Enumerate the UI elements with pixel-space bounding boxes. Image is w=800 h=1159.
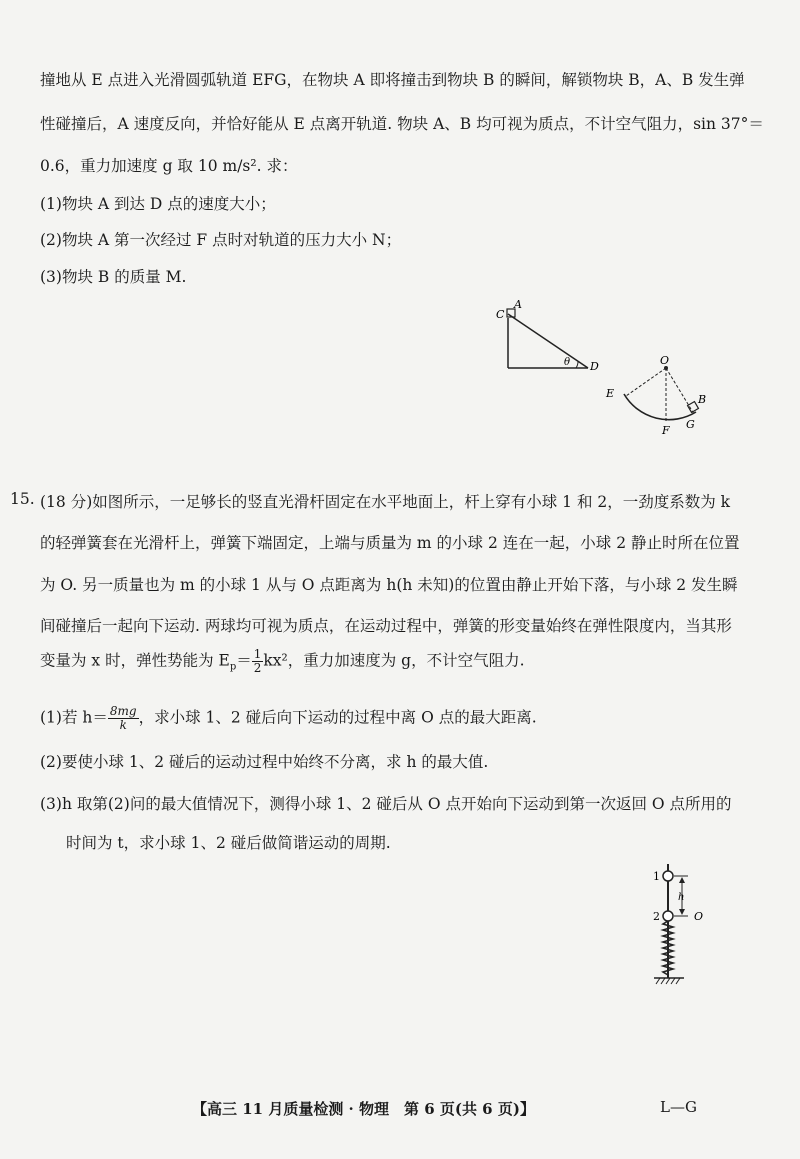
label-a: A [514,298,522,311]
figure-14-diagram [490,296,720,436]
label-g: G [686,418,695,431]
p15-equals: ＝ [236,651,252,670]
p15-question-3-cont: 时间为 t，求小球 1、2 碰后做简谐运动的周期. [66,834,391,852]
p14-line-3: 0.6，重力加速度 g 取 10 m/s². 求： [40,157,298,175]
label-d: D [590,360,599,373]
label-theta: θ [564,357,571,368]
ball-2 [663,911,673,921]
ball-1 [663,871,673,881]
angle-arc [576,361,578,368]
radius-og [666,368,694,414]
p14-question-2: (2)物块 A 第一次经过 F 点时对轨道的压力大小 N； [40,231,402,249]
p15-ep-subscript: p [229,661,237,673]
p15-h-fraction [108,705,139,732]
h-arrow-up [679,877,685,883]
p15-number: 15. [10,490,35,508]
p15-q1-start: (1)若 h＝ [40,708,108,727]
footer-code: L—G [660,1098,697,1116]
p15-half-num: 1 [253,647,262,661]
label-ball-2: 2 [653,910,660,923]
p15-line-5-start: 变量为 x 时，弹性势能为 E [40,651,230,670]
label-b: B [698,393,707,406]
p15-question-1 [40,705,537,732]
h-arrow-down [679,909,685,915]
p15-line-5-end: kx²，重力加速度为 g，不计空气阻力. [263,651,525,670]
incline-slope [508,314,588,368]
p15-line-3: 为 O. 另一质量也为 m 的小球 1 从与 O 点距离为 h(h 未知)的位置由静止开始下落，与小球 2 发生瞬 [40,576,738,594]
p14-question-3: (3)物块 B 的质量 M. [40,268,187,286]
p15-question-3: (3)h 取第(2)问的最大值情况下，测得小球 1、2 碰后从 O 点开始向下运动到第一次返回 O 点所用的 [40,795,732,813]
p15-h-num: 8mg [109,704,137,718]
p15-half-den: 2 [253,661,262,675]
p15-half-fraction [252,648,264,675]
label-h: h [678,892,685,903]
p15-line-4: 间碰撞后一起向下运动. 两球均可视为质点，在运动过程中，弹簧的形变量始终在弹性限度内，当其形 [40,617,732,635]
label-f: F [662,424,670,436]
p14-line-1: 撞地从 E 点进入光滑圆弧轨道 EFG，在物块 A 即将撞击到物块 B 的瞬间，解锁物块 B，A、B 发生弹 [40,71,745,89]
arc-track-efg [624,394,696,420]
footer-title: 【高三 11 月质量检测 · 物理 第 6 页(共 6 页)】 [192,1100,535,1118]
p15-h-den: k [119,718,127,732]
p15-line-2: 的轻弹簧套在光滑杆上，弹簧下端固定，上端与质量为 m 的小球 2 连在一起，小球 2 静止时所在位置 [40,534,740,552]
p15-question-2: (2)要使小球 1、2 碰后的运动过程中始终不分离，求 h 的最大值. [40,753,489,771]
label-ball-1: 1 [653,870,660,883]
figure-15-diagram [650,858,730,988]
radius-oe [626,368,666,396]
label-o: O [660,354,670,367]
p14-line-2: 性碰撞后，A 速度反向，并恰好能从 E 点离开轨道. 物块 A、B 均可视为质点，不计空气阻力，sin 37°＝ [40,115,764,133]
label-e: E [606,387,615,400]
label-c: C [496,308,505,321]
p14-question-1: (1)物块 A 到达 D 点的速度大小； [40,195,276,213]
p15-line-1: (18 分)如图所示，一足够长的竖直光滑杆固定在水平地面上，杆上穿有小球 1 和 2，一劲度系数为 k [40,493,731,511]
p15-q1-end: ，求小球 1、2 碰后向下运动的过程中离 O 点的最大距离. [138,708,537,727]
p15-line-5 [40,648,525,675]
ground-hatch [656,978,680,984]
label-o: O [694,910,704,923]
